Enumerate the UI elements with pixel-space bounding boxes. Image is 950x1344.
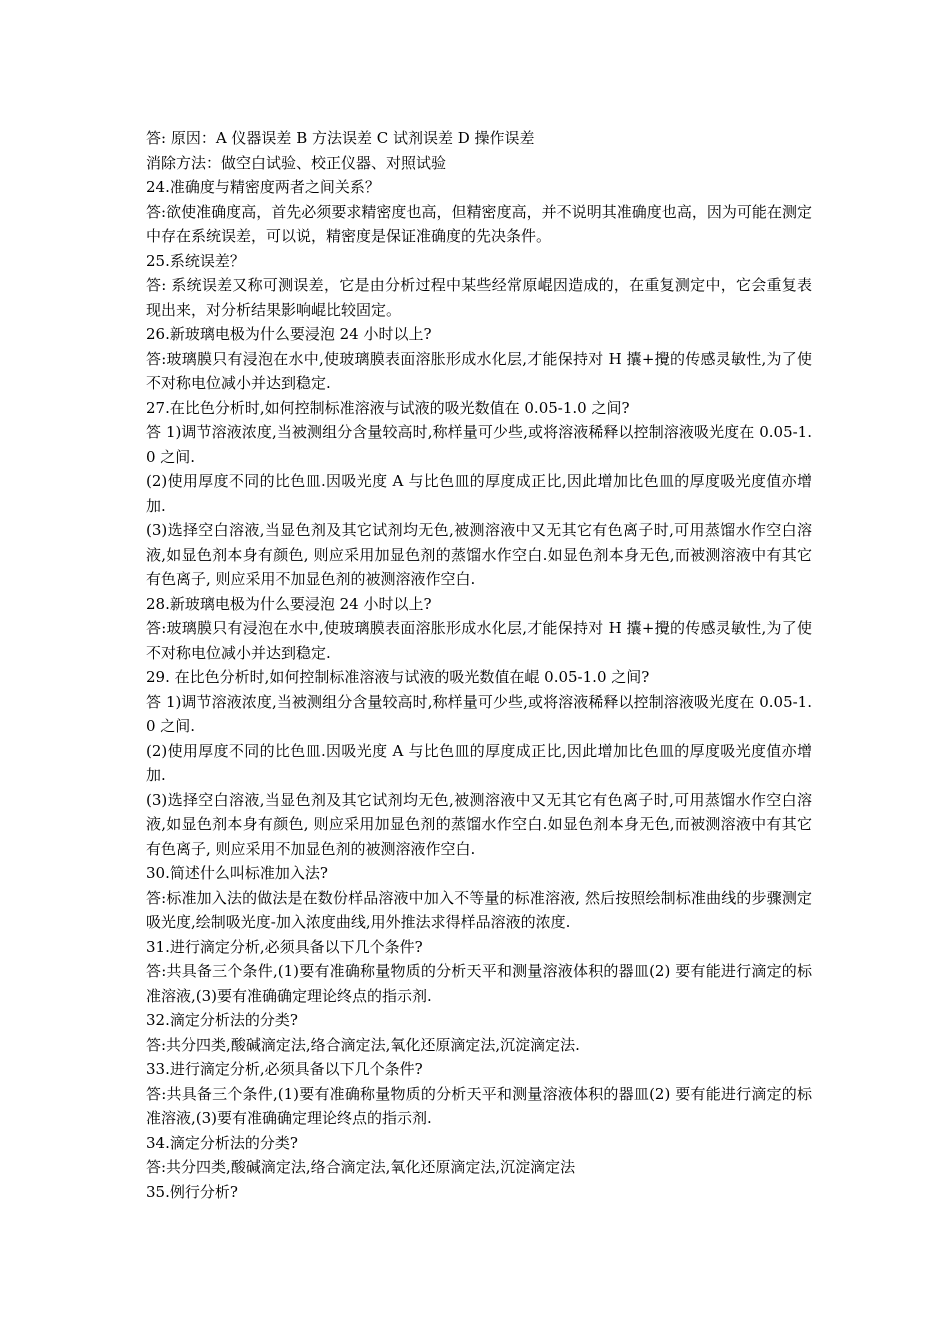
question-32: 32.滴定分析法的分类? xyxy=(146,1011,298,1029)
document-body xyxy=(146,126,812,1204)
question-30: 30.简述什么叫标准加入法? xyxy=(146,864,328,882)
answer-33: 答:共具备三个条件,(1)要有准确称量物质的分析天平和测量溶液体积的器皿(2) 要有能进行滴定的标准溶液,(3)要有准确确定理论终点的指示剂. xyxy=(146,1084,812,1127)
answer-26: 答:玻璃膜只有浸泡在水中,使玻璃膜表面溶胀形成水化层,才能保持对 H 攮+攪的传感灵敏性,为了使不对称电位减小并达到稳定. xyxy=(146,349,812,392)
answer-29-part-3: (3)选择空白溶液,当显色剂及其它试剂均无色,被测溶液中又无其它有色离子时,可用蒸馏水作空白溶液,如显色剂本身有颜色, 则应采用加显色剂的蒸馏水作空白.如显色剂本身无色,而被测溶液中有其它有色离子, 则应采用不加显色剂的被测溶液作空白. xyxy=(146,790,812,858)
question-26: 26.新玻璃电极为什么要浸泡 24 小时以上? xyxy=(146,325,432,343)
answer-28: 答:玻璃膜只有浸泡在水中,使玻璃膜表面溶胀形成水化层,才能保持对 H 攮+攪的传感灵敏性,为了使不对称电位减小并达到稳定. xyxy=(146,619,812,662)
answer-24: 答:欲使准确度高，首先必须要求精密度也高，但精密度高，并不说明其准确度也高，因为可能在测定中存在系统误差，可以说，精密度是保证准确度的先决条件。 xyxy=(146,202,812,245)
question-28: 28.新玻璃电极为什么要浸泡 24 小时以上? xyxy=(146,594,432,613)
answer-31: 答:共具备三个条件,(1)要有准确称量物质的分析天平和测量溶液体积的器皿(2) 要有能进行滴定的标准溶液,(3)要有准确确定理论终点的指示剂. xyxy=(146,962,812,1005)
question-25: 25.系统误差？ xyxy=(146,251,245,270)
question-35: 35.例行分析? xyxy=(146,1182,238,1201)
question-34: 34.滴定分析法的分类? xyxy=(146,1133,298,1152)
answer-25: 答: 系统误差又称可测误差，它是由分析过程中某些经常原崐因造成的，在重复测定中，它会重复表现出来，对分析结果影响崐比较固定。 xyxy=(146,276,812,319)
answer-29-part-1: 答 1)调节溶液浓度,当被测组分含量较高时,称样量可少些,或将溶液稀释以控制溶液吸光度在 0.05-1.0 之间. xyxy=(146,692,812,735)
answer-27-part-2: (2)使用厚度不同的比色皿.因吸光度 A 与比色皿的厚度成正比,因此增加比色皿的厚度吸光度值亦增加. xyxy=(146,472,812,515)
answer-32: 答:共分四类,酸碱滴定法,络合滴定法,氧化还原滴定法,沉淀滴定法. xyxy=(146,1035,580,1054)
answer-34: 答:共分四类,酸碱滴定法,络合滴定法,氧化还原滴定法,沉淀滴定法 xyxy=(146,1158,576,1176)
answer-27-part-1: 答 1)调节溶液浓度,当被测组分含量较高时,称样量可少些,或将溶液稀释以控制溶液吸光度在 0.05-1.0 之间. xyxy=(146,423,812,466)
answer-23-remedy: 消除方法：做空白试验、校正仪器、对照试验 xyxy=(146,153,447,172)
question-31: 31.进行滴定分析,必须具备以下几个条件? xyxy=(146,937,423,956)
question-24: 24.准确度与精密度两者之间关系？ xyxy=(146,178,380,196)
answer-30: 答:标准加入法的做法是在数份样品溶液中加入不等量的标准溶液, 然后按照绘制标准曲线的步骤测定吸光度,绘制吸光度-加入浓度曲线,用外推法求得样品溶液的浓度. xyxy=(146,888,812,931)
answer-29-part-2: (2)使用厚度不同的比色皿.因吸光度 A 与比色皿的厚度成正比,因此增加比色皿的厚度吸光度值亦增加. xyxy=(146,741,812,784)
question-33: 33.进行滴定分析,必须具备以下几个条件? xyxy=(146,1060,423,1078)
answer-23-causes: 答: 原因：A 仪器误差 B 方法误差 C 试剂误差 D 操作误差 xyxy=(146,129,535,147)
question-27: 27.在比色分析时,如何控制标准溶液与试液的吸光数值在 0.05-1.0 之间? xyxy=(146,398,630,417)
answer-27-part-3: (3)选择空白溶液,当显色剂及其它试剂均无色,被测溶液中又无其它有色离子时,可用蒸馏水作空白溶液,如显色剂本身有颜色, 则应采用加显色剂的蒸馏水作空白.如显色剂本身无色,而被测溶液中有其它有色离子, 则应采用不加显色剂的被测溶液作空白. xyxy=(146,521,812,588)
question-29: 29. 在比色分析时,如何控制标准溶液与试液的吸光数值在崐 0.05-1.0 之间? xyxy=(146,668,650,686)
